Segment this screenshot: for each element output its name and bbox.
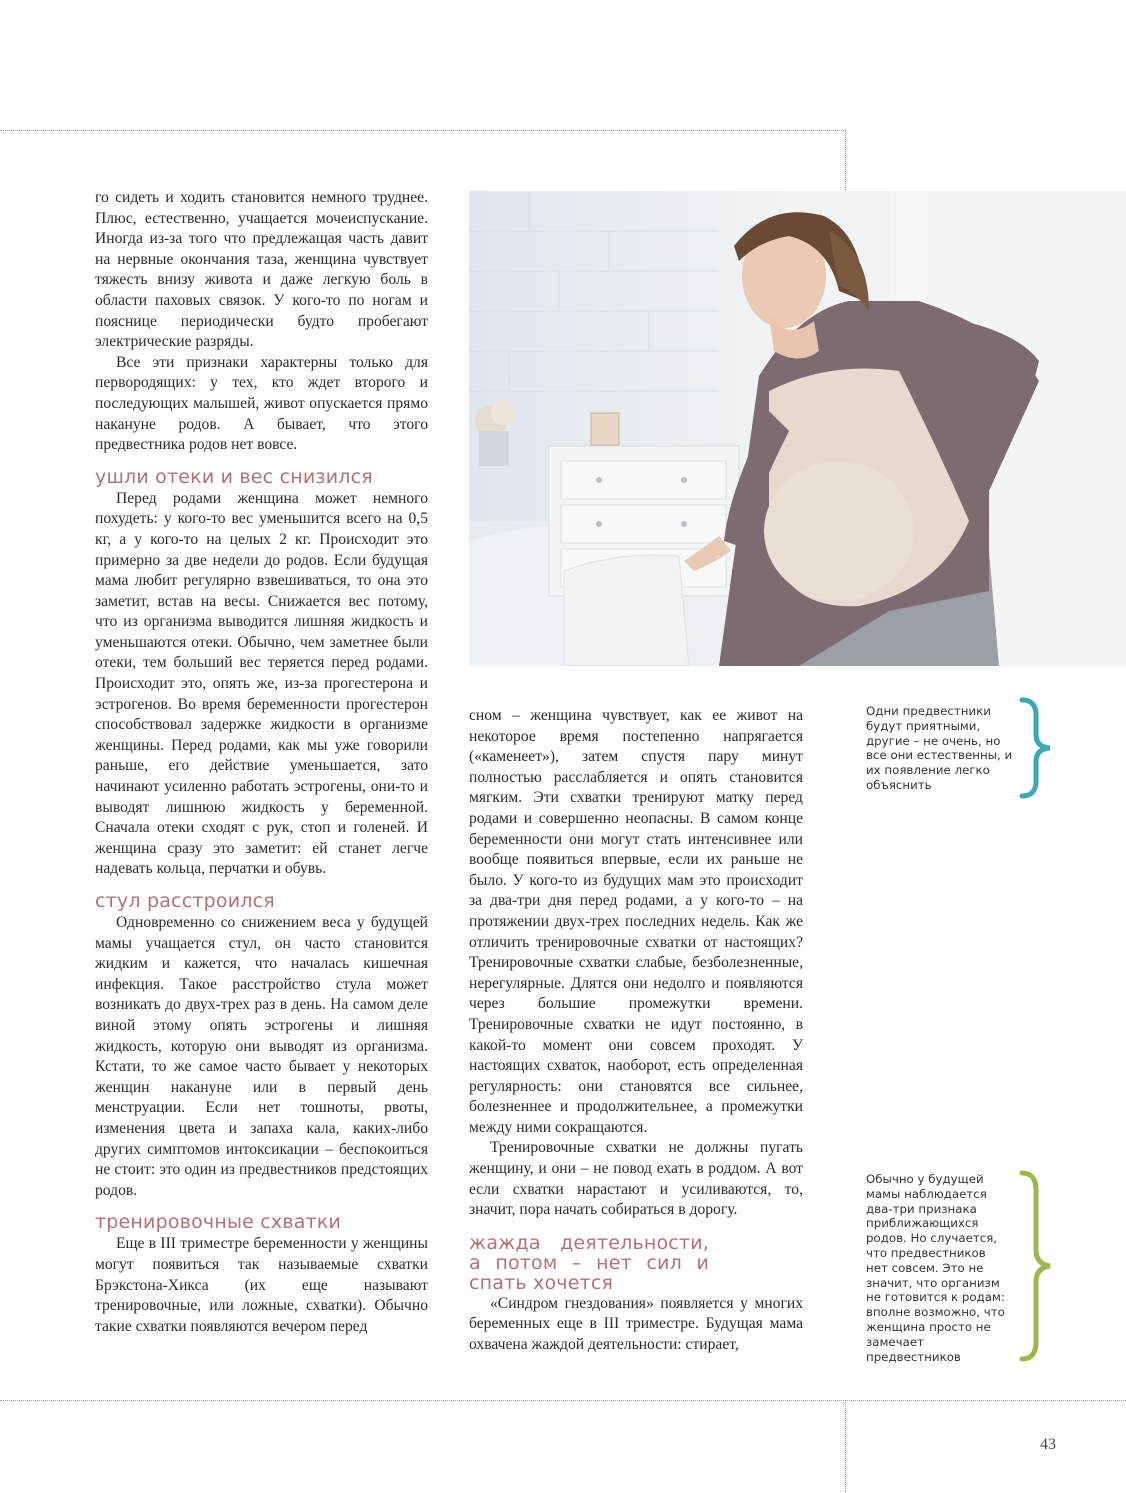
paragraph: Одновременно со снижением веса у будущей мамы учащается стул, он часто становится жидким и кажется, что началась кишечная инфекция. Такое расстройство стула может возникать до двух-трех раз в день. На самом деле виной этому опять эстрогены и лишняя жидкость, которую они выводят из организма. Кстати, то же самое часто бывает у некоторых женщин накануне или в первый день менструации. Если нет тошноты, рвоты, изменения цвета и запаха кала, каких-либо других симптомов интоксикации – беспокоиться не стоит: это один из предвестников предстоящих родов. [95,914,428,1199]
paragraph: сном – женщина чувствует, как ее живот на некоторое время постепенно напрягается («каменеет»), затем спустя пару минут полностью расслабляется и опять становится мягким. Эти схватки тренируют матку перед родами и совершенно неопасны. В самом конце беременности они могут стать интенсивнее или вообще появиться впервые, если их раньше не было. У кого-то из будущих мам это происходит за два-три дня перед родами, а у кого-то – на протяжении двух-трех последних недель. Как же отличить тренировочные схватки от настоящих? Тренировочные схватки слабые, безболезненные, нерегулярные. Длятся они недолго и появляются через большие промежутки времени. Тренировочные схватки не идут постоянно, в какой-то момент они совсем проходят. У настоящих схваток, наоборот, есть определенная регулярность: они становятся все сильнее, болезненнее и продолжительнее, а промежутки между ними сокращаются. [469,707,803,1136]
left-text-column [95,188,428,1337]
section-heading: жажда деятельности, а потом – нет сил и спать хочется [469,1231,709,1294]
bottom-dotted-rule [0,1400,1126,1401]
right-dotted-rule-lower [845,1400,846,1493]
teal-brace-icon [1018,697,1058,799]
section-heading: ушли отеки и вес снизился [95,465,373,488]
section-heading: тренировочные схватки [95,1211,342,1234]
side-note: Обычно у будущей мамы наблюдается два-три признака приближающихся родов. Но случается, что предвестников нет совсем. Это не значит, что организм не готовится к родам: вполне возможно, что женщина просто не замечает предвестников [866,1172,1005,1364]
top-dotted-rule [0,130,846,131]
side-note: Одни предвестники будут приятными, другие – не очень, но все они естественны, и их появление легко объяснить [866,704,1013,792]
paragraph: го сидеть и ходить становится немного труднее. Плюс, естественно, учащается мочеиспускание. Иногда из-за того что предлежащая часть давит на нервные окончания таза, женщина чувствует тяжесть внизу живота и даже легкую боль в области паховых связок. У кого-то по ногам и пояснице периодически будто пробегают электрические разряды. [95,189,428,351]
page-number: 43 [1040,1436,1056,1453]
middle-text-column [469,706,803,1356]
paragraph: Перед родами женщина может немного похудеть: у кого-то вес уменьшится всего на 0,5 кг, а у кого-то на целых 2 кг. Происходит это примерно за две недели до родов. Если будущая мама любит регулярно взвешиваться, то она это заметит, встав на весы. Снижается вес потому, что из организма выводится лишняя жидкость и уменьшаются отеки. Обычно, чем заметнее были отеки, тем больший вес теряется перед родами. Происходит это, опять же, из-за прогестерона и эстрогенов. Во время беременности прогестерон способствовал задержке жидкости в организме женщины. Перед родами, как мы уже говорили раньше, его действие уменьшается, зато начинают усиленно работать эстрогены, они-то и выводят лишнюю жидкость у беременной. Сначала отеки сходят с рук, стоп и голеней. И женщина сразу это заметит: ей станет легче надевать кольца, перчатки и обувь. [95,489,428,878]
paragraph: Еще в III триместре беременности у женщины могут появиться так называемые схватки Брэкстона-Хикса (их еще называют тренировочные, или ложные, схватки). Обычно такие схватки появляются вечером перед [95,1235,428,1335]
section-heading: стул расстроился [95,890,275,912]
paragraph: «Синдром гнездования» появляется у многих беременных еще в III триместре. Будущая мама охвачена жаждой деятельности: стирает, [469,1294,803,1354]
right-dotted-rule [845,130,846,190]
green-brace-icon [1018,1170,1058,1362]
pregnant-woman-photo [469,191,1126,666]
paragraph: Все эти признаки характерны только для первородящих: у тех, кто ждет второго и последующих малышей, живот опускается прямо накануне родов. А бывает, что этого предвестника родов нет вовсе. [95,353,428,454]
paragraph: Тренировочные схватки не должны пугать женщину, и они – не повод ехать в роддом. А вот если схватки нарастают и усиливаются, то, значит, пора начать собираться в дорогу. [469,1139,803,1219]
